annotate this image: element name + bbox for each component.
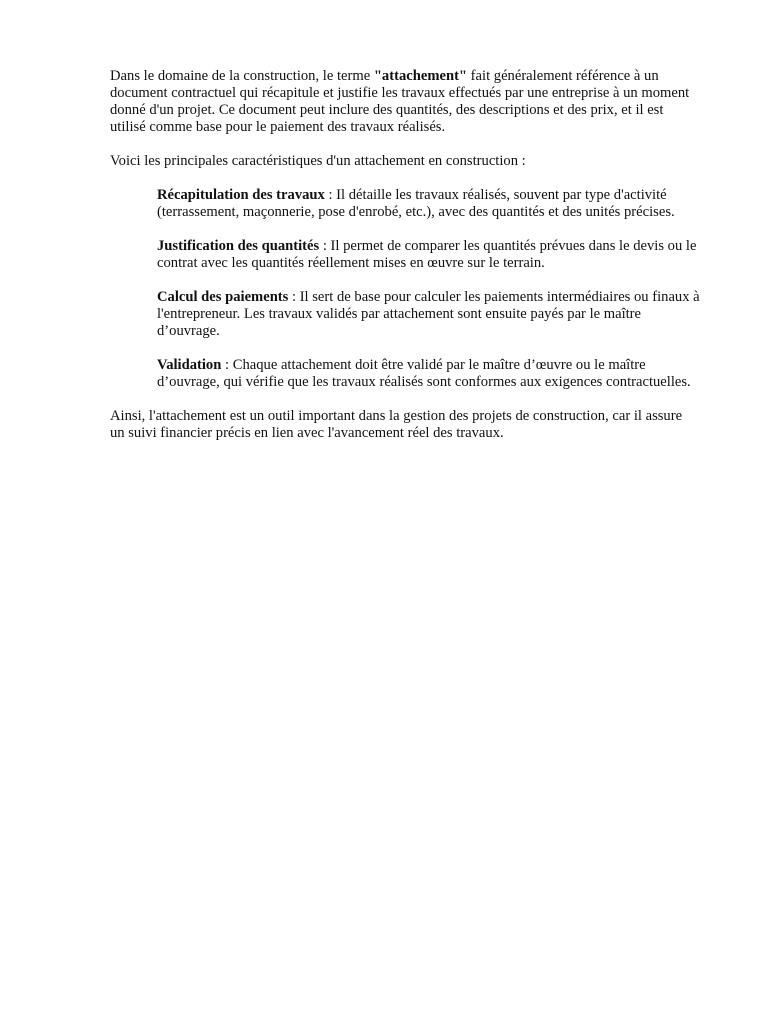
list-item-justification [157, 238, 700, 272]
intro-term: "attachement" [373, 68, 468, 84]
list-item-calcul [157, 289, 700, 340]
item-title: Calcul des paiements [157, 289, 289, 305]
item-text: : Il permet de comparer les quantités prévues dans le devis ou le contrat avec les quantités réellement mises en œuvre sur le terrain. [157, 238, 697, 271]
item-title: Validation [157, 357, 222, 373]
item-text: : Il sert de base pour calculer les paiements intermédiaires ou finaux à l'entrepreneur. Les travaux validés par attachement sont ensuite payés par le maître d’ouvrage. [157, 289, 700, 339]
intro-text-before: Dans le domaine de la construction, le terme [110, 68, 374, 84]
intro-text-after: fait généralement référence à un document contractuel qui récapitule et justifie les travaux effectués par une entreprise à un moment donné d'un projet. Ce document peut inclure des quantités, des descriptions et des prix, et il est utilisé comme base pour le paiement des travaux réalisés. [110, 68, 690, 135]
list-item-recapitulation [157, 187, 700, 221]
item-title: Justification des quantités [157, 238, 320, 254]
item-text: : Il détaille les travaux réalisés, souvent par type d'activité (terrassement, maçonnerie, pose d'enrobé, etc.), avec des quantités et des unités précises. [157, 187, 675, 220]
intro-paragraph [110, 68, 700, 136]
list-item-validation [157, 357, 700, 391]
conclusion-paragraph: Ainsi, l'attachement est un outil important dans la gestion des projets de construction, car il assure un suivi financier précis en lien avec l'avancement réel des travaux. [110, 408, 683, 441]
item-title: Récapitulation des travaux [157, 187, 325, 203]
item-text: : Chaque attachement doit être validé par le maître d’œuvre ou le maître d’ouvrage, qui vérifie que les travaux réalisés sont conformes aux exigences contractuelles. [157, 357, 691, 390]
lead-paragraph: Voici les principales caractéristiques d'un attachement en construction : [110, 153, 526, 169]
document-page [110, 68, 700, 459]
